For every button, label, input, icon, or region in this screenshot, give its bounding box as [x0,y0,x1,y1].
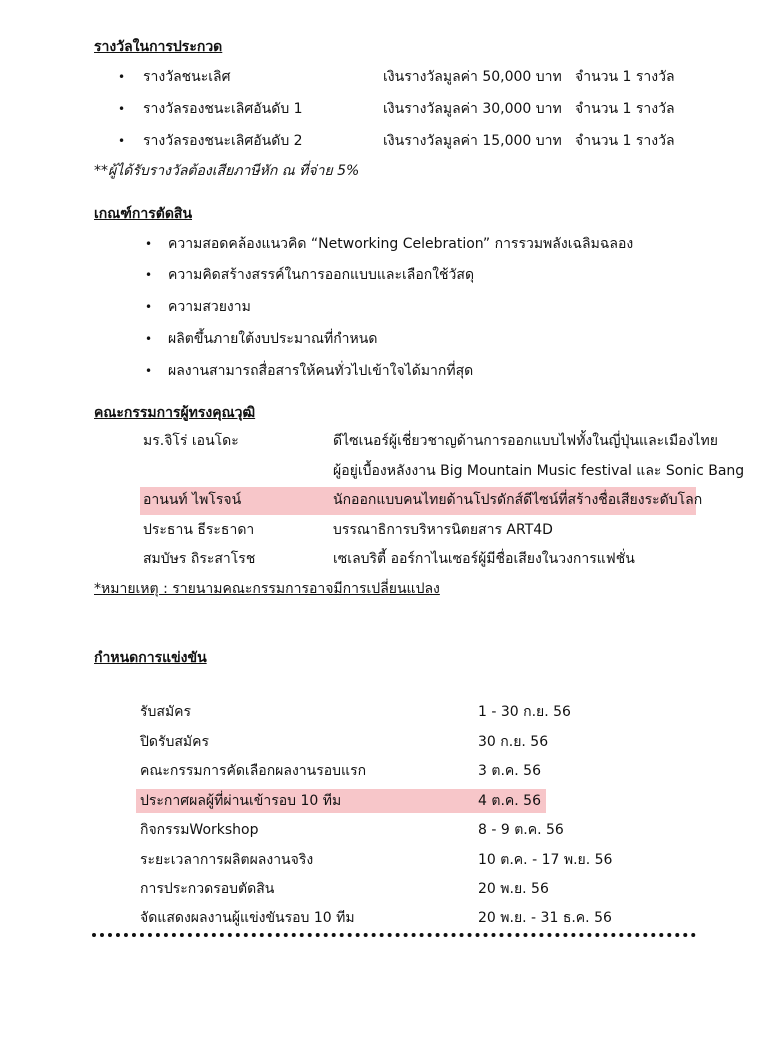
prize-count: จำนวน 1 รางวัล [575,133,675,149]
prize-count: จำนวน 1 รางวัล [575,101,675,117]
schedule-date: 4 ต.ค. 56 [478,793,541,809]
schedule-event: จัดแสดงผลงานผู้แข่งขันรอบ 10 ทีม [140,910,355,926]
prize-amount: เงินรางวัลมูลค่า 30,000 บาท [383,101,562,117]
bullet-dot-icon: • [118,70,126,84]
bullet-dot-icon: • [145,332,153,346]
judge-name: มร.จิโร่ เอนโดะ [143,433,239,449]
judge-name: อานนท์ ไพโรจน์ [143,492,242,508]
prize-name: รางวัลชนะเลิศ [143,69,231,85]
schedule-event: ระยะเวลาการผลิตผลงานจริง [140,852,314,868]
tax-note: **ผู้ได้รับรางวัลต้องเสียภาษีหัก ณ ที่จ่าย 5% [94,163,360,179]
schedule-date: 10 ต.ค. - 17 พ.ย. 56 [478,852,613,868]
criteria-item: ความสอดคล้องแนวคิด “Networking Celebration” การรวมพลังเฉลิมฉลอง [168,236,634,252]
schedule-date: 20 พ.ย. - 31 ธ.ค. 56 [478,910,612,926]
bullet-dot-icon: • [118,102,126,116]
schedule-date: 20 พ.ย. 56 [478,881,549,897]
criteria-item: ผลิตขึ้นภายใต้งบประมาณที่กำหนด [168,331,378,347]
schedule-date: 30 ก.ย. 56 [478,734,549,750]
prize-amount: เงินรางวัลมูลค่า 15,000 บาท [383,133,562,149]
schedule-event: กิจกรรมWorkshop [140,822,259,838]
prize-name: รางวัลรองชนะเลิศอันดับ 1 [143,101,303,117]
schedule-date: 8 - 9 ต.ค. 56 [478,822,564,838]
schedule-event: การประกวดรอบตัดสิน [140,881,275,897]
judges-heading: คณะกรรมการผู้ทรงคุณวุฒิ [94,405,256,421]
judge-description: เซเลบริตี้ ออร์กาไนเซอร์ผู้มีชื่อเสียงในวงการแฟชั่น [333,551,635,567]
schedule-event: คณะกรรมการคัดเลือกผลงานรอบแรก [140,763,367,779]
judge-description: บรรณาธิการบริหารนิตยสาร ART4D [333,522,553,538]
schedule-date: 1 - 30 ก.ย. 56 [478,704,571,720]
judge-name: สมบัษร ถิระสาโรช [143,551,256,567]
schedule-event: ปิดรับสมัคร [140,734,210,750]
bullet-dot-icon: • [145,364,153,378]
prize-name: รางวัลรองชนะเลิศอันดับ 2 [143,133,303,149]
schedule-heading: กำหนดการแข่งขัน [94,650,207,666]
criteria-item: ความคิดสร้างสรรค์ในการออกแบบและเลือกใช้วัสดุ [168,267,475,283]
criteria-item: ความสวยงาม [168,299,251,315]
judge-description-continued: ผู้อยู่เบื้องหลังงาน Big Mountain Music festival และ Sonic Bang [333,463,745,479]
criteria-item: ผลงานสามารถสื่อสารให้คนทั่วไปเข้าใจได้มากที่สุด [168,363,474,379]
bullet-dot-icon: • [145,268,153,282]
bullet-dot-icon: • [145,237,153,251]
schedule-event: รับสมัคร [140,704,192,720]
prize-amount: เงินรางวัลมูลค่า 50,000 บาท [383,69,562,85]
criteria-heading: เกณฑ์การตัดสิน [94,206,193,222]
judge-description: ดีไซเนอร์ผู้เชี่ยวชาญด้านการออกแบบไฟทั้งในญี่ปุ่นและเมืองไทย [333,433,718,449]
dotted-divider [92,933,696,937]
prizes-heading: รางวัลในการประกวด [94,39,223,55]
bullet-dot-icon: • [145,300,153,314]
prize-count: จำนวน 1 รางวัล [575,69,675,85]
judges-note: *หมายเหตุ : รายนามคณะกรรมการอาจมีการเปลี่ยนแปลง [94,581,440,597]
judge-description: นักออกแบบคนไทยด้านโปรดักส์ดีไซน์ที่สร้างชื่อเสียงระดับโลก [333,492,703,508]
judge-name: ประธาน ธีระธาดา [143,522,255,538]
schedule-date: 3 ต.ค. 56 [478,763,541,779]
schedule-event: ประกาศผลผู้ที่ผ่านเข้ารอบ 10 ทีม [140,793,342,809]
bullet-dot-icon: • [118,134,126,148]
